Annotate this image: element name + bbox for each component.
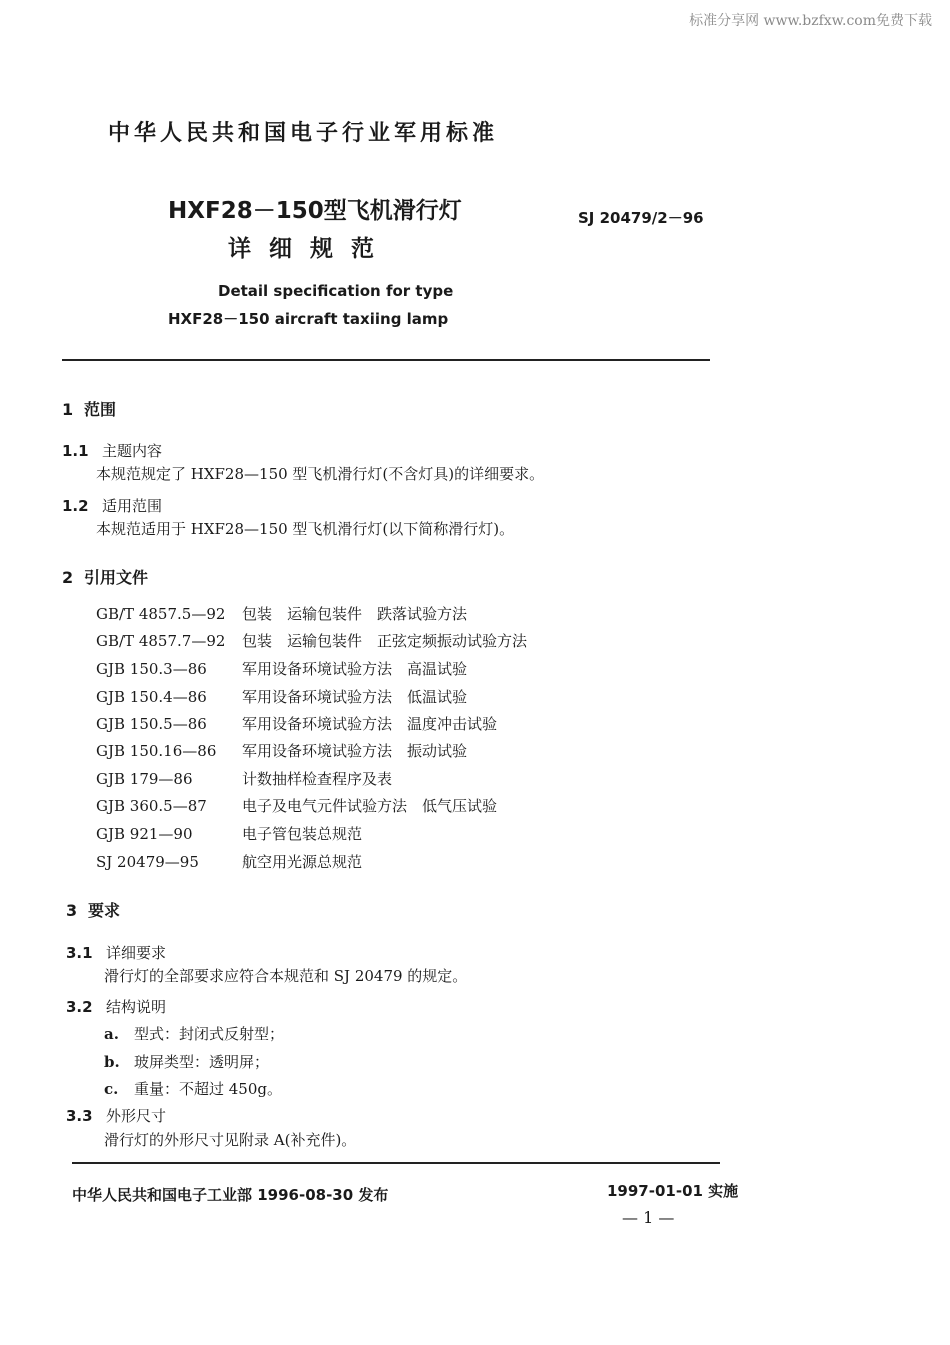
- issuing-organization: 中华人民共和国电子行业军用标准: [108, 121, 499, 146]
- list-item: [104, 1023, 284, 1044]
- page-number: — 1 —: [622, 1208, 675, 1227]
- list-label: c.: [104, 1080, 119, 1098]
- list-label: a.: [104, 1025, 119, 1043]
- section-number: 1.1: [62, 442, 89, 460]
- english-title-line1: Detail specification for type: [218, 282, 454, 300]
- reference-code: GJB 150.16—86: [96, 742, 217, 760]
- list-text: 重量：不超过 450g。: [134, 1080, 283, 1098]
- reference-code: GB/T 4857.5—92: [96, 605, 226, 623]
- reference-item: [96, 795, 497, 816]
- reference-code: SJ 20479—95: [96, 853, 199, 871]
- section-3-1-heading: [66, 942, 166, 963]
- section-3-1-text: 滑行灯的全部要求应符合本规范和 SJ 20479 的规定。: [104, 967, 468, 985]
- reference-title: 军用设备环境试验方法 振动试验: [242, 742, 468, 760]
- section-3-3-heading: [66, 1105, 166, 1126]
- reference-item: [96, 630, 527, 651]
- section-1-1-text: 本规范规定了 HXF28—150 型飞机滑行灯(不含灯具)的详细要求。: [96, 465, 545, 483]
- list-label: b.: [104, 1053, 120, 1071]
- section-3-2-heading: [66, 996, 166, 1017]
- section-1-1-heading: [62, 440, 162, 461]
- reference-title: 航空用光源总规范: [242, 853, 363, 871]
- section-title: 外形尺寸: [106, 1107, 167, 1125]
- reference-title: 军用设备环境试验方法 低温试验: [242, 688, 468, 706]
- section-number: 3: [66, 901, 78, 920]
- reference-code: GJB 179—86: [96, 770, 193, 788]
- section-number: 3.2: [66, 998, 93, 1016]
- section-3-3-text: 滑行灯的外形尺寸见附录 A(补充件)。: [104, 1131, 357, 1149]
- reference-code: GJB 150.5—86: [96, 715, 207, 733]
- reference-title: 电子及电气元件试验方法 低气压试验: [242, 797, 498, 815]
- reference-title: 包装 运输包装件 正弦定频振动试验方法: [242, 632, 528, 650]
- reference-title: 电子管包装总规范: [242, 825, 363, 843]
- section-title: 范围: [84, 400, 117, 419]
- list-item: [104, 1051, 269, 1072]
- reference-code: GJB 360.5—87: [96, 797, 207, 815]
- document-title: HXF28－150型飞机滑行灯: [168, 198, 462, 224]
- section-number: 3.1: [66, 944, 93, 962]
- footer-divider: [72, 1162, 720, 1164]
- english-title-line2: HXF28－150 aircraft taxiing lamp: [168, 310, 449, 328]
- reference-code: GB/T 4857.7—92: [96, 632, 226, 650]
- section-number: 1.2: [62, 497, 89, 515]
- section-2-heading: [62, 565, 148, 588]
- watermark: 标准分享网 www.bzfxw.com免费下载: [689, 13, 932, 29]
- reference-code: GJB 150.4—86: [96, 688, 207, 706]
- reference-item: [96, 823, 362, 844]
- reference-item: [96, 713, 497, 734]
- section-title: 要求: [88, 901, 121, 920]
- reference-item: [96, 658, 467, 679]
- reference-code: GJB 921—90: [96, 825, 193, 843]
- standard-code: SJ 20479/2－96: [578, 209, 704, 227]
- reference-title: 包装 运输包装件 跌落试验方法: [242, 605, 468, 623]
- section-1-heading: [62, 397, 116, 420]
- reference-item: [96, 686, 467, 707]
- section-3-heading: [66, 898, 120, 921]
- reference-item: [96, 768, 392, 789]
- effective-date: 1997-01-01 实施: [607, 1182, 739, 1200]
- reference-title: 计数抽样检查程序及表: [242, 770, 393, 788]
- section-title: 结构说明: [106, 998, 167, 1016]
- section-1-2-text: 本规范适用于 HXF28—150 型飞机滑行灯(以下简称滑行灯)。: [96, 520, 515, 538]
- reference-item: [96, 851, 362, 872]
- section-title: 主题内容: [102, 442, 163, 460]
- reference-title: 军用设备环境试验方法 高温试验: [242, 660, 468, 678]
- reference-item: [96, 740, 467, 761]
- reference-code: GJB 150.3—86: [96, 660, 207, 678]
- section-title: 引用文件: [84, 568, 149, 587]
- section-1-2-heading: [62, 495, 162, 516]
- list-text: 型式：封闭式反射型；: [134, 1025, 285, 1043]
- document-subtitle: 详细规范: [228, 236, 392, 262]
- section-number: 1: [62, 400, 74, 419]
- section-number: 2: [62, 568, 74, 587]
- issue-statement: 中华人民共和国电子工业部 1996-08-30 发布: [72, 1186, 389, 1204]
- list-text: 玻屏类型：透明屏；: [134, 1053, 270, 1071]
- header-divider: [62, 359, 710, 361]
- reference-item: [96, 603, 467, 624]
- section-number: 3.3: [66, 1107, 93, 1125]
- reference-title: 军用设备环境试验方法 温度冲击试验: [242, 715, 498, 733]
- section-title: 适用范围: [102, 497, 163, 515]
- section-title: 详细要求: [106, 944, 167, 962]
- list-item: [104, 1078, 282, 1099]
